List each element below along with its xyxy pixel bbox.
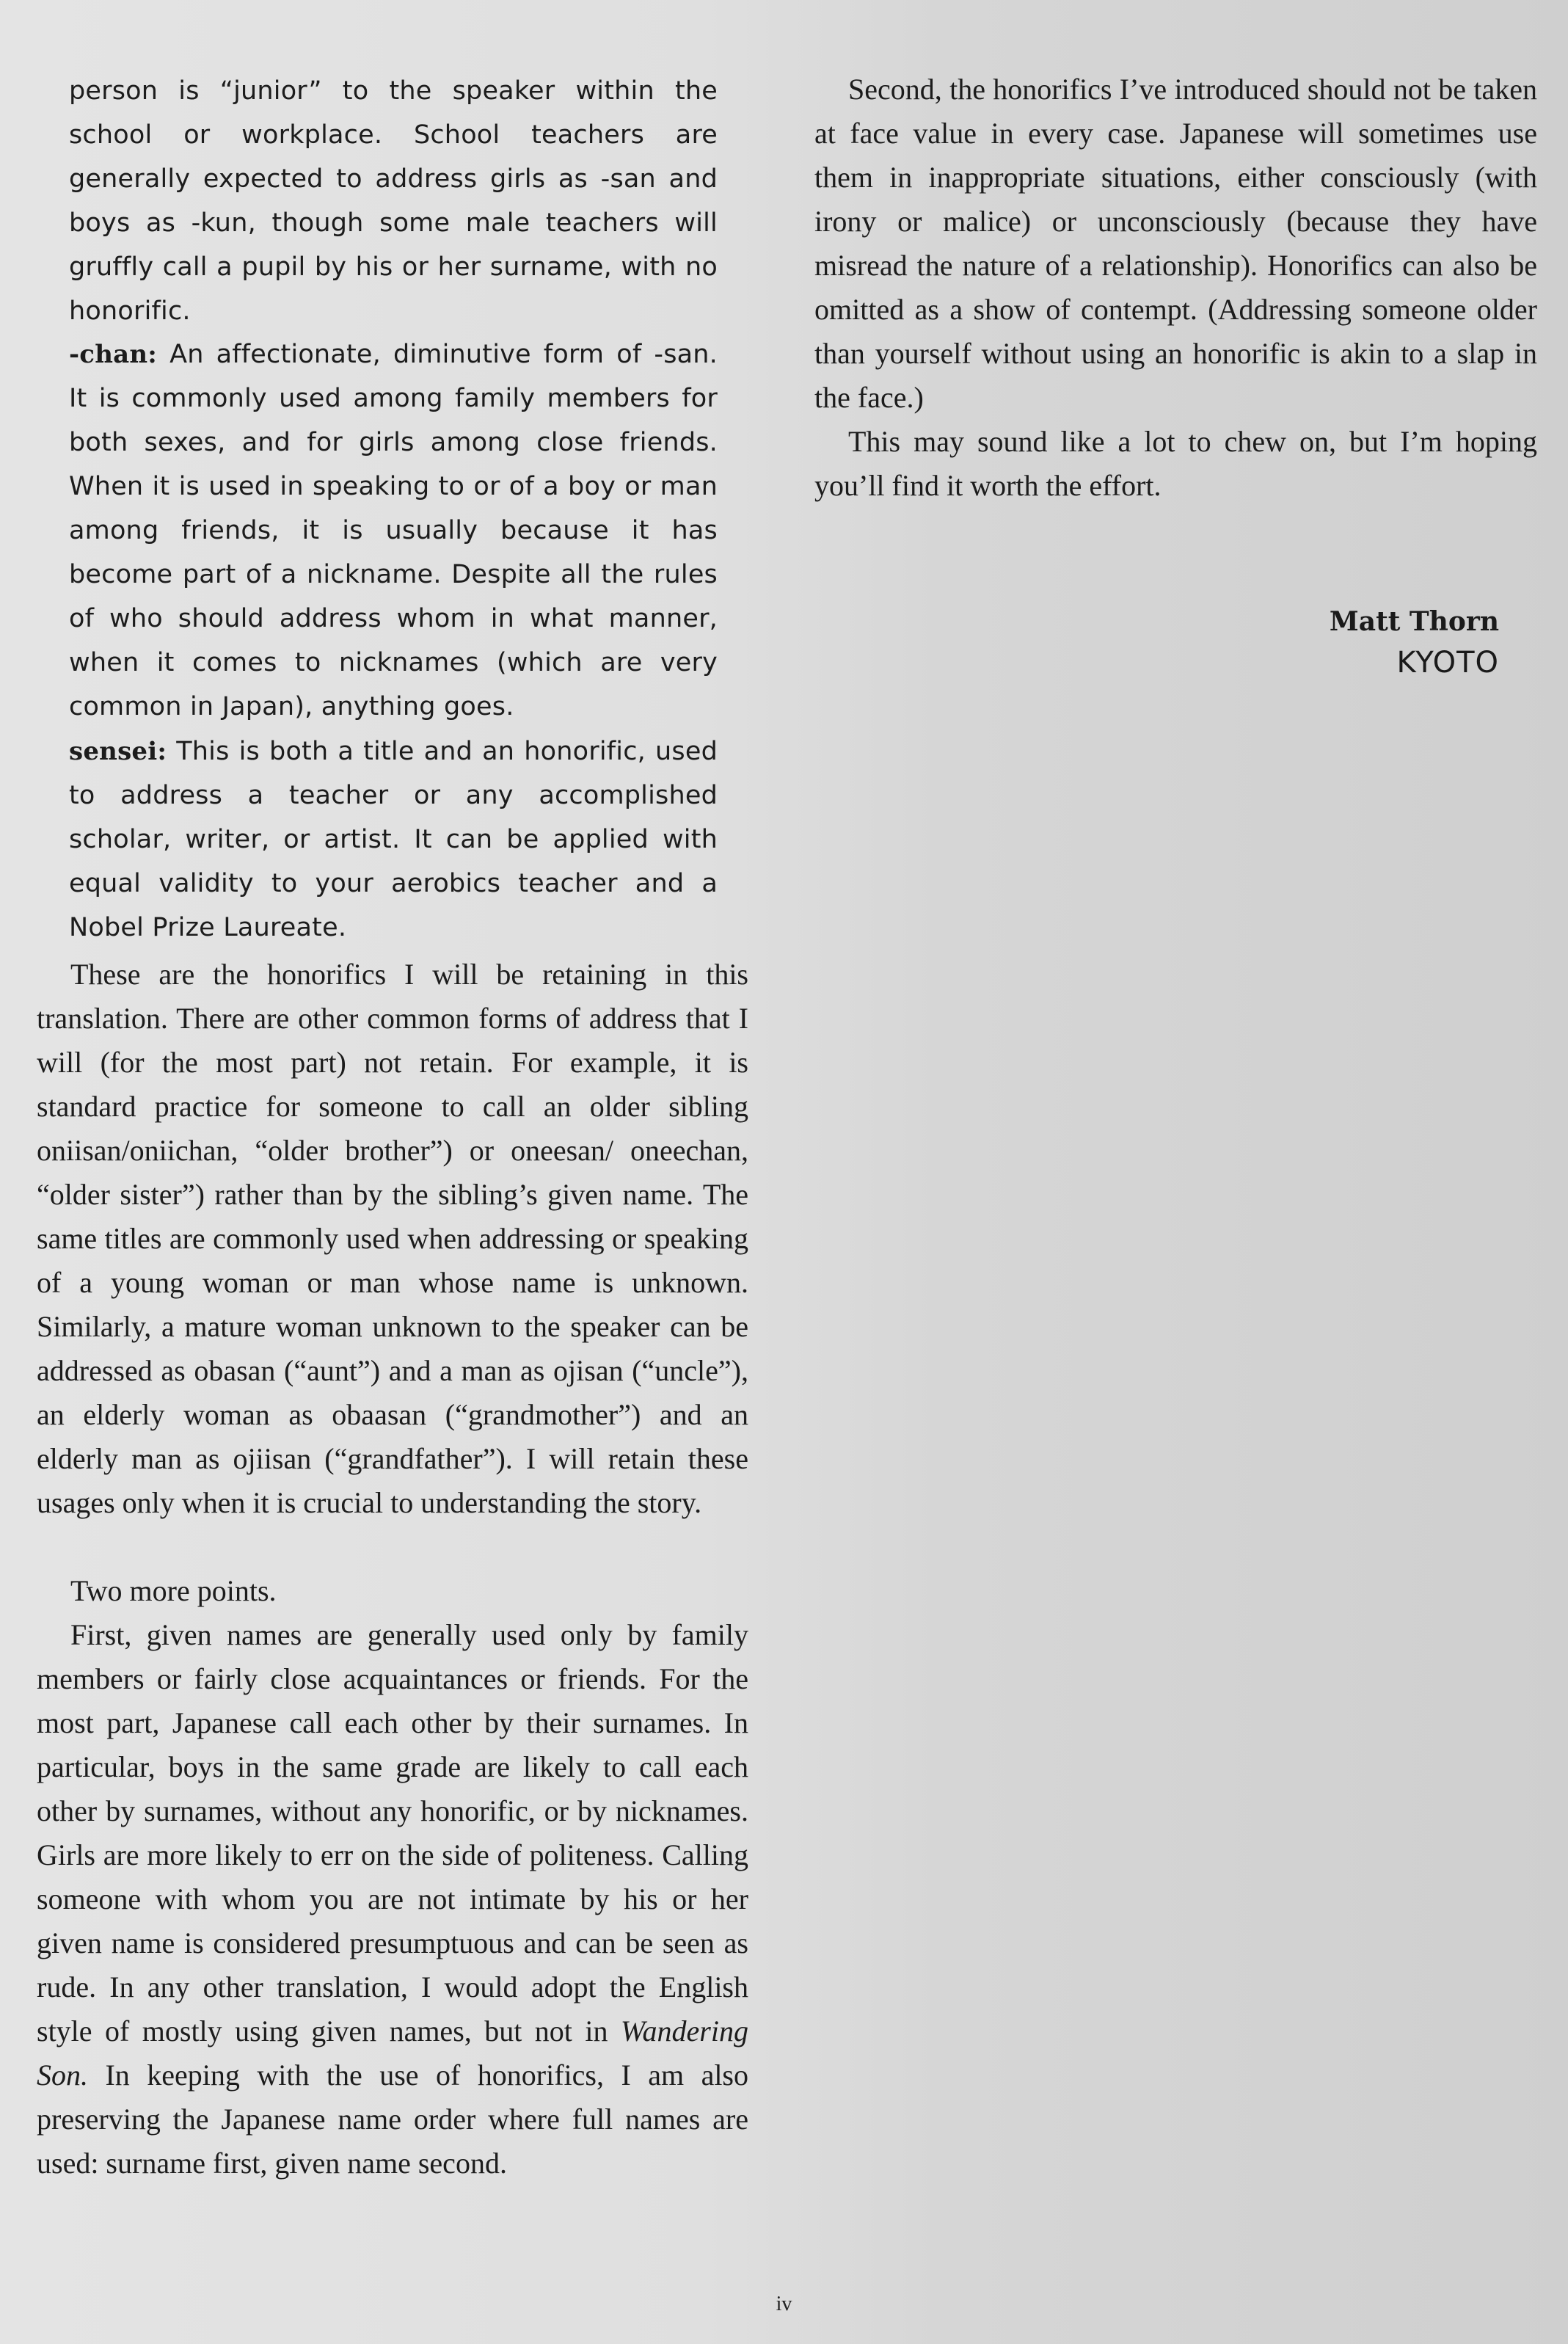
body-paragraph-two-points	[37, 1569, 748, 1613]
book-title-wandering-son: Wandering Son.	[37, 2014, 748, 2092]
body-two-points-text: Two more points.	[70, 1574, 277, 1607]
body-paragraph-face-value	[814, 68, 1537, 420]
body-paragraph-retained-honorifics	[37, 953, 748, 1525]
glossary-paragraph-kun-continued	[69, 69, 718, 333]
glossary-chan-text: An affectionate, diminutive form of -san. It is commonly used among family members for both sexes, and for girls among close friends. When it is used in speaking to or of a boy or man among friends, it is usually because it has become part of a nickname. Despite all the rules of who should address whom in what manner, when it comes to nicknames (which are very common in Japan), anything goes.	[69, 340, 718, 721]
glossary-term-sensei: sensei:	[69, 737, 167, 766]
body-closing-text: This may sound like a lot to chew on, but I’m hoping you’ll find it worth the effort.	[814, 425, 1537, 502]
body-paragraph-closing	[814, 420, 1537, 508]
body-given-names-text-b: In keeping with the use of honorifics, I am also preserving the Japanese name order where full names are used: surname first, given name second.	[37, 2059, 748, 2180]
signature-name: Matt Thorn	[1329, 606, 1499, 637]
body-given-names-text-a: First, given names are generally used only by family members or fairly close acquaintances or friends. For the most part, Japanese call each other by their surnames. In particular, boys in the same grade are likely to call each other by surnames, without any honorific, or by nicknames. Girls are more likely to err on the side of politeness. Calling someone with whom you are not intimate by his or her given name is considered presumptuous and can be seen as rude. In any other translation, I would adopt the English style of mostly using given names, but not in	[37, 1618, 748, 2048]
glossary-paragraph-sensei	[69, 729, 718, 950]
body-face-value-text: Second, the honorifics I’ve introduced should not be taken at face value in every case. Japanese will sometimes use them in inappropriate situations, either consciously (with irony or malice) or unconsciously (because they have misread the nature of a relationship). Honorifics can also be omitted as a show of contempt. (Addressing someone older than yourself without using an honorific is akin to a slap in the face.)	[814, 73, 1537, 414]
body-paragraph-given-names	[37, 1613, 748, 2185]
glossary-kun-text: person is “junior” to the speaker within the school or workplace. School teachers are generally expected to address girls as -san and boys as -kun, though some male teachers will gruffly call a pupil by his or her surname, with no honorific.	[69, 76, 718, 326]
page-number: iv	[776, 2293, 792, 2315]
signature-city: KYOTO	[1396, 646, 1499, 680]
glossary-sensei-text: This is both a title and an honorific, used to address a teacher or any accomplished scholar, writer, or artist. It can be applied with equal validity to your aerobics teacher and a Nobel Prize Laureate.	[69, 737, 718, 942]
glossary-term-chan: -chan:	[69, 340, 158, 369]
body-retained-honorifics-text: These are the honorifics I will be retaining in this translation. There are other common forms of address that I will (for the most part) not retain. For example, it is standard practice for someone to call an older sibling oniisan/oniichan, “older brother”) or oneesan/ oneechan, “older sister”) rather than by the sibling’s given name. The same titles are commonly used when addressing or speaking of a young woman or man whose name is unknown. Similarly, a mature woman unknown to the speaker can be addressed as obasan (“aunt”) and a man as ojisan (“uncle”), an elderly woman as obaasan (“grandmother”) and an elderly man as ojiisan (“grandfather”). I will retain these usages only when it is crucial to understanding the story.	[37, 958, 748, 1519]
glossary-paragraph-chan	[69, 332, 718, 729]
